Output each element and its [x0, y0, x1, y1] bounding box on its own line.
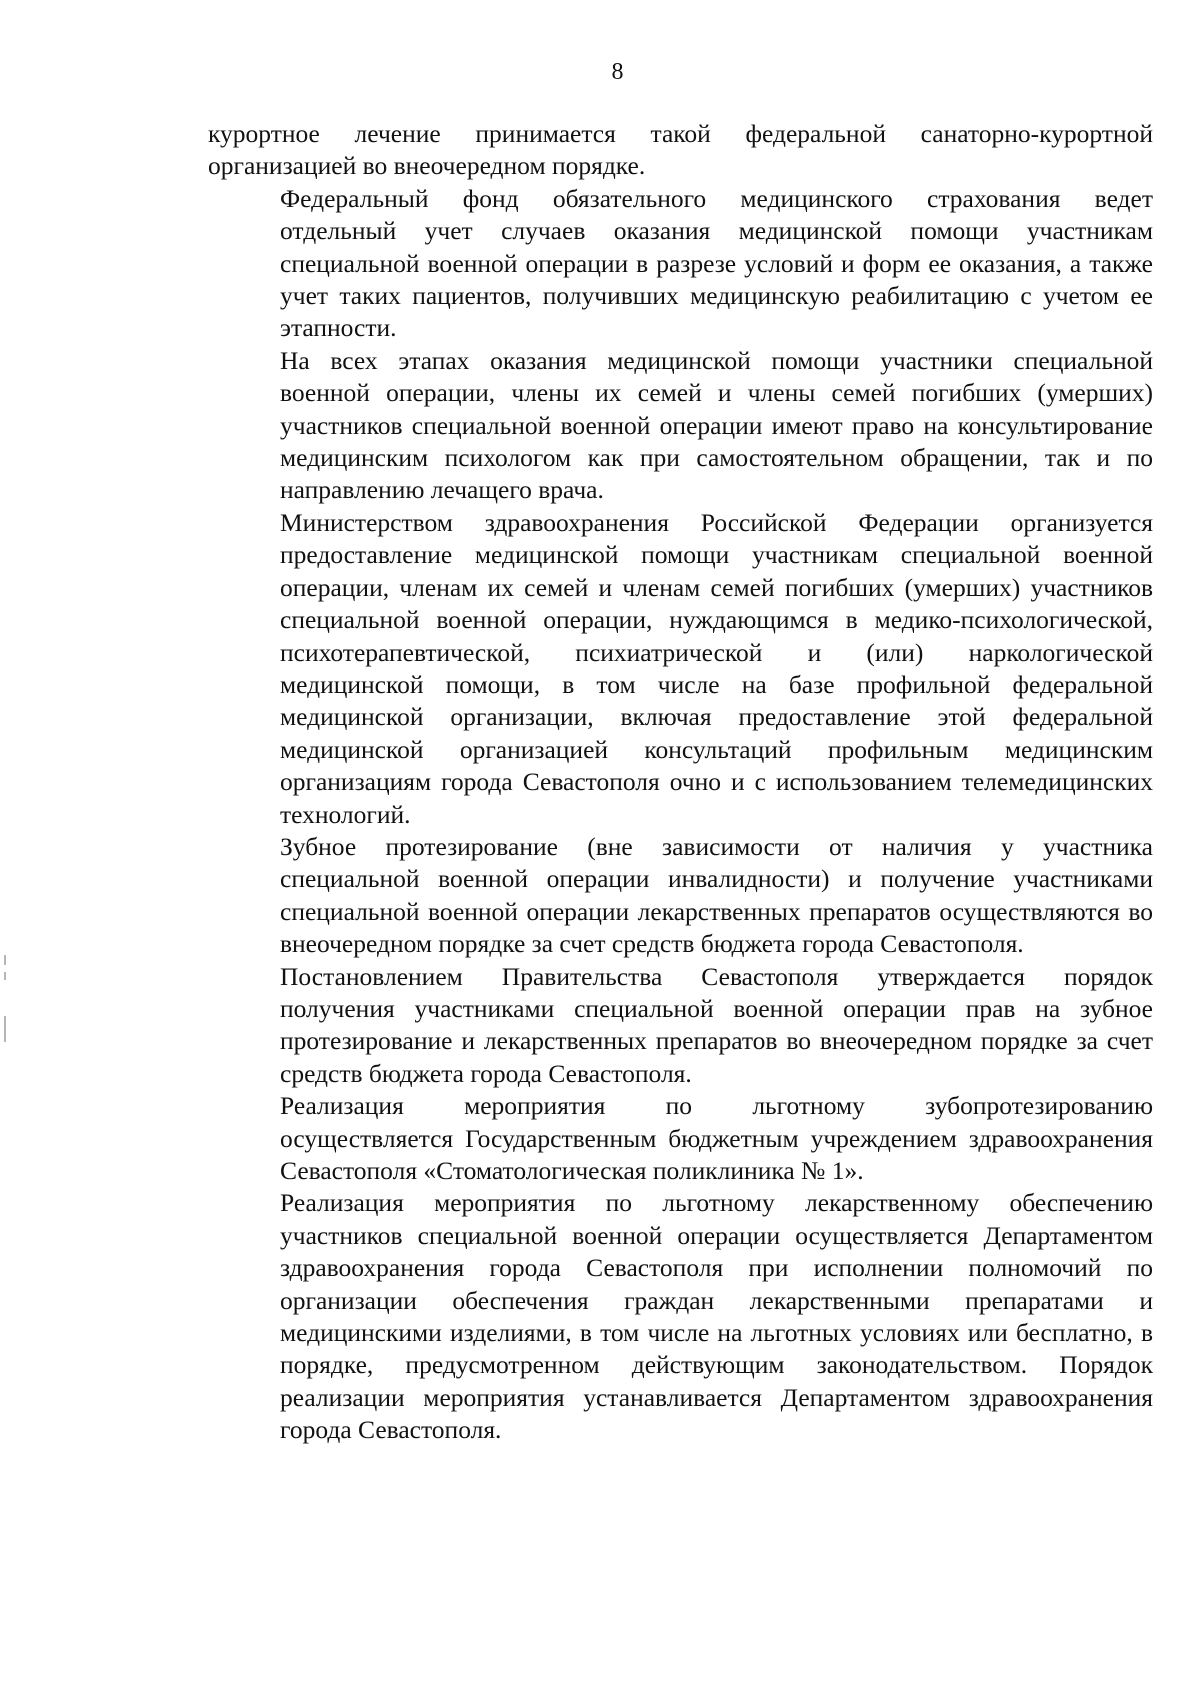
text-line: На всех этапах оказания медицинской помощи участники специальной [280, 345, 1153, 375]
text-line: здравоохранения города Севастополя при исполнении полномочий по [280, 1253, 1153, 1283]
text-line: Реализация мероприятия по льготному лекарственному обеспечению [280, 1188, 1153, 1218]
scan-artifact-mark [4, 972, 6, 980]
text-line: организацией во внеочередном порядке. [208, 151, 646, 181]
text-line: Севастополя «Стоматологическая поликлиника № 1». [280, 1156, 864, 1185]
page-number: 8 [611, 59, 624, 85]
text-line: этапности. [280, 313, 397, 343]
text-line: медицинской организации, включая предоставление этой федеральной [280, 702, 1153, 732]
paragraph [208, 507, 1153, 831]
text-line: организации обеспечения граждан лекарственными препаратами и [280, 1285, 1153, 1315]
text-line: медицинской помощи, в том числе на базе профильной федеральной [280, 669, 1153, 699]
paragraph [208, 1187, 1153, 1446]
text-line: Зубное протезирование (вне зависимости от наличия у участника [280, 831, 1153, 861]
text-line: Федеральный фонд обязательного медицинского страхования ведет [280, 183, 1153, 213]
text-line: отдельный учет случаев оказания медицинской помощи участникам [280, 216, 1153, 246]
text-line: участников специальной военной операции имеют право на консультирование [280, 410, 1153, 440]
text-line: Постановлением Правительства Севастополя утверждается порядок [280, 961, 1153, 991]
paragraph [208, 961, 1153, 1091]
text-line: учет таких пациентов, получивших медицинскую реабилитацию с учетом ее [280, 281, 1153, 311]
text-line: организациям города Севастополя очно и с использованием телемедицинских [280, 767, 1153, 797]
paragraph [208, 118, 1153, 183]
text-line: медицинской организацией консультаций профильным медицинским [280, 734, 1153, 764]
text-line: реализации мероприятия устанавливается Департаментом здравоохранения [280, 1382, 1153, 1412]
text-line: специальной военной операции, нуждающимся в медико-психологической, [280, 605, 1153, 635]
text-line: осуществляется Государственным бюджетным учреждением здравоохранения [280, 1123, 1153, 1153]
text-line: получения участниками специальной военной операции прав на зубное [280, 993, 1153, 1023]
text-line: военной операции, члены их семей и члены семей погибших (умерших) [280, 378, 1153, 408]
text-line: внеочередном порядке за счет средств бюджета города Севастополя. [280, 929, 1024, 959]
scan-artifact-mark [4, 955, 6, 965]
text-line: технологий. [280, 799, 411, 829]
text-line: медицинским психологом как при самостоятельном обращении, так и по [280, 443, 1153, 473]
text-line: средств бюджета города Севастополя. [280, 1058, 692, 1088]
text-line: города Севастополя. [280, 1415, 502, 1445]
paragraph [208, 345, 1153, 507]
text-line: операции, членам их семей и членам семей погибших (умерших) участников [280, 572, 1153, 602]
text-line: порядке, предусмотренном действующим законодательством. Порядок [280, 1350, 1153, 1380]
text-line: специальной военной операции в разрезе условий и форм ее оказания, а также [280, 248, 1153, 278]
scan-artifact-mark [4, 1016, 6, 1042]
text-line: предоставление медицинской помощи участникам специальной военной [280, 540, 1153, 570]
text-line: Министерством здравоохранения Российской Федерации организуется [280, 507, 1153, 537]
paragraph [208, 1090, 1153, 1187]
document-body [208, 118, 1153, 1447]
text-line: протезирование и лекарственных препаратов во внеочередном порядке за счет [280, 1026, 1153, 1056]
text-line: специальной военной операции инвалидности) и получение участниками [280, 864, 1153, 894]
paragraph [208, 183, 1153, 345]
text-line: курортное лечение принимается такой федеральной санаторно-курортной [208, 119, 1153, 148]
text-line: специальной военной операции лекарственных препаратов осуществляются во [280, 896, 1153, 926]
text-line: медицинскими изделиями, в том числе на льготных условиях или бесплатно, в [280, 1318, 1153, 1348]
text-line: направлению лечащего врача. [280, 475, 604, 505]
text-line: психотерапевтической, психиатрической и (или) наркологической [280, 637, 1153, 667]
text-line: Реализация мероприятия по льготному зубопротезированию [280, 1091, 1153, 1121]
paragraph [208, 831, 1153, 961]
text-line: участников специальной военной операции осуществляется Департаментом [280, 1220, 1153, 1250]
